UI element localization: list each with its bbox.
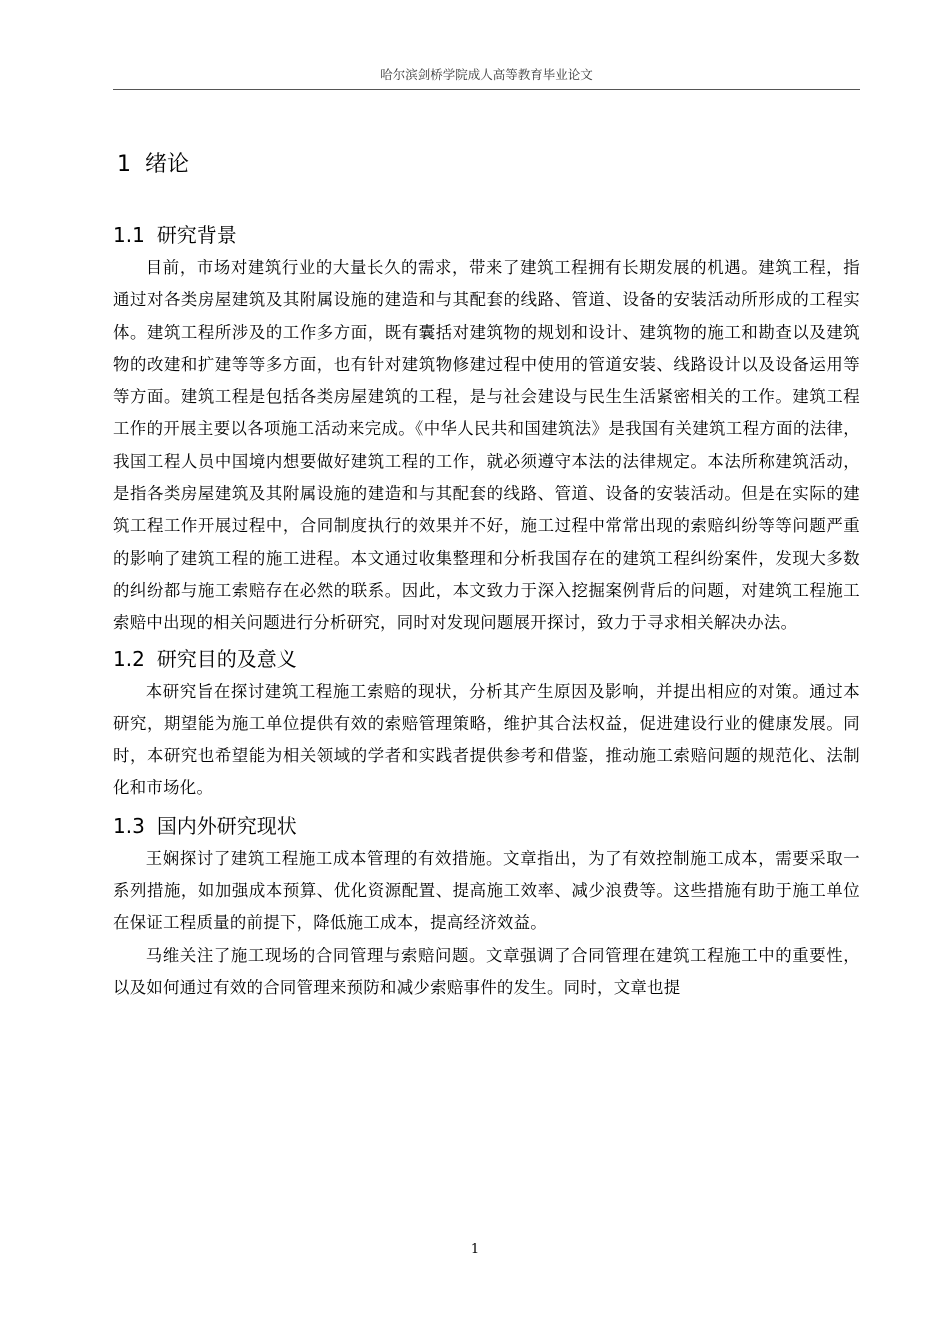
body-paragraph: 本研究旨在探讨建筑工程施工索赔的现状，分析其产生原因及影响，并提出相应的对策。通过本研究，期望能为施工单位提供有效的索赔管理策略，维护其合法权益，促进建设行业的健康发展。同时，本研究也希望能为相关领域的学者和实践者提供参考和借鉴，推动施工索赔问题的规范化、法制化和市场化。 [113, 681, 860, 798]
page-header: 哈尔滨剑桥学院成人高等教育毕业论文 [380, 67, 593, 82]
section-heading-1-3 [113, 809, 860, 843]
page-number: 1 [470, 1242, 480, 1257]
chapter-number: 1 [117, 152, 131, 177]
section-title: 研究目的及意义 [156, 646, 297, 671]
chapter-heading [113, 146, 860, 184]
body-paragraph: 王娴探讨了建筑工程施工成本管理的有效措施。文章指出，为了有效控制施工成本，需要采取一系列措施，如加强成本预算、优化资源配置、提高施工效率、减少浪费等。这些措施有助于施工单位在保证工程质量的前提下，降低施工成本，提高经济效益。 [113, 848, 860, 933]
section-heading-1-2 [113, 642, 860, 676]
body-paragraph: 目前，市场对建筑行业的大量长久的需求，带来了建筑工程拥有长期发展的机遇。建筑工程，指通过对各类房屋建筑及其附属设施的建造和与其配套的线路、管道、设备的安装活动所形成的工程实体。建筑工程所涉及的工作多方面，既有囊括对建筑物的规划和设计、建筑物的施工和勘查以及建筑物的改建和扩建等等多方面，也有针对建筑物修建过程中使用的管道安装、线路设计以及设备运用等等方面。建筑工程是包括各类房屋建筑的工程，是与社会建设与民生生活紧密相关的工作。建筑工程工作的开展主要以各项施工活动来完成。《中华人民共和国建筑法》是我国有关建筑工程方面的法律，我国工程人员中国境内想要做好建筑工程的工作，就必须遵守本法的法律规定。本法所称建筑活动，是指各类房屋建筑及其附属设施的建造和与其配套的线路、管道、设备的安装活动。但是在实际的建筑工程工作开展过程中，合同制度执行的效果并不好，施工过程中常常出现的索赔纠纷等等问题严重的影响了建筑工程的施工进程。本文通过收集整理和分析我国存在的建筑工程纠纷案件，发现大多数的纠纷都与施工索赔存在必然的联系。因此，本文致力于深入挖掘案例背后的问题，对建筑工程施工索赔中出现的相关问题进行分析研究，同时对发现问题展开探讨，致力于寻求相关解决办法。 [113, 258, 860, 633]
section-number: 1.1 [113, 223, 145, 247]
section-number: 1.2 [113, 646, 145, 671]
chapter-title: 绪论 [145, 152, 190, 177]
section-title: 国内外研究现状 [156, 813, 297, 838]
header-rule [113, 89, 860, 90]
body-paragraph: 马维关注了施工现场的合同管理与索赔问题。文章强调了合同管理在建筑工程施工中的重要性，以及如何通过有效的合同管理来预防和减少索赔事件的发生。同时，文章也提 [113, 945, 860, 997]
section-title: 研究背景 [156, 223, 237, 247]
section-heading-1-1 [113, 218, 860, 252]
section-number: 1.3 [113, 813, 145, 838]
document-body [113, 146, 860, 1004]
